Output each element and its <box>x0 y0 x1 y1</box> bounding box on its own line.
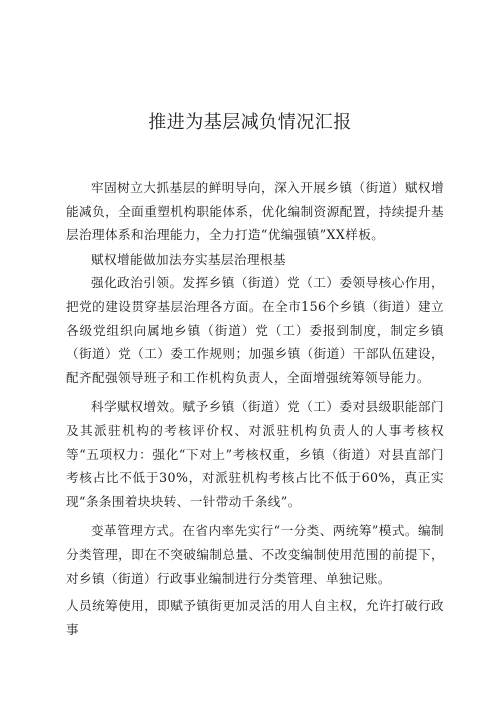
body-paragraph: 强化政治引领。发挥乡镇（街道）党（工）委领导核心作用，把党的建设贯穿基层治理各方面。在全市156个乡镇（街道）建立各级党组织向属地乡镇（街道）党（工）委报到制度，制定乡镇（街道）党（工）委工作规则；加强乡镇（街道）干部队伍建设，配齐配强领导班子和工作机构负责人，全面增强统筹领导能力。 <box>66 275 444 385</box>
document-body <box>66 176 444 641</box>
section-heading: 赋权增能做加法夯实基层治理根基 <box>91 251 286 267</box>
body-paragraph: 科学赋权增效。赋予乡镇（街道）党（工）委对县级职能部门及其派驻机构的考核评价权、对派驻机构负责人的人事考核权等“五项权力：强化“下对上”考核权重，乡镇（街道）对县直部门考核占比不低于30%，对派驻机构考核占比不低于60%，真正实现“条条围着块块转、一针带动千条线”。 <box>66 399 444 509</box>
document-title: 推进为基层减负情况汇报 <box>148 112 352 133</box>
body-paragraph: 人员统筹使用，即赋予镇街更加灵活的用人自主权，允许打破行政事 <box>66 598 444 637</box>
body-paragraph: 变革管理方式。在省内率先实行“一分类、两统筹”模式。编制分类管理，即在不突破编制总量、不改变编制使用范围的前提下，对乡镇（街道）行政事业编制进行分类管理、单独记账。 <box>66 523 444 586</box>
intro-paragraph: 牢固树立大抓基层的鲜明导向，深入开展乡镇（街道）赋权增能减负，全面重塑机构职能体系，优化编制资源配置，持续提升基层治理体系和治理能力，全力打造“优编强镇”XX样板。 <box>66 180 444 243</box>
